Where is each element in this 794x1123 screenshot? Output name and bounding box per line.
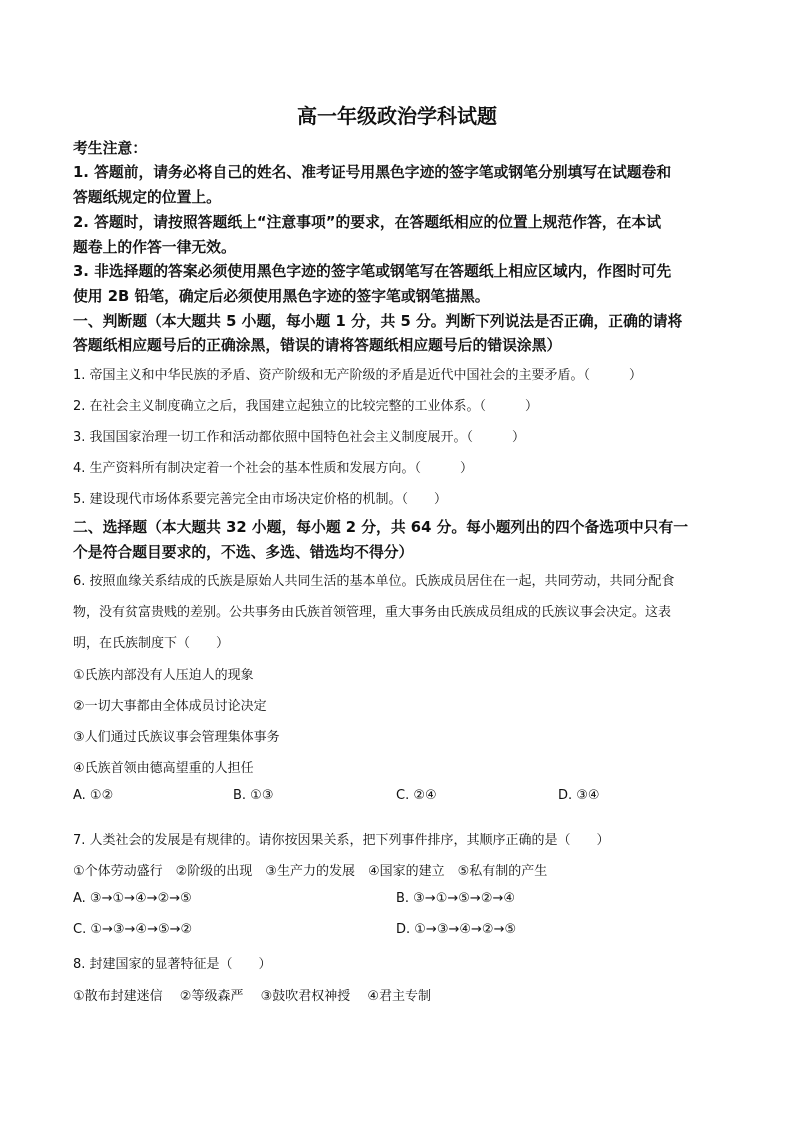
question-6-option-d: D. ③④ <box>558 788 600 803</box>
question-3: 3. 我国国家治理一切工作和活动都依照中国特色社会主义制度展开。（ ） <box>73 430 526 445</box>
question-4: 4. 生产资料所有制决定着一个社会的基本性质和发展方向。（ ） <box>73 461 474 476</box>
question-2: 2. 在社会主义制度确立之后，我国建立起独立的比较完整的工业体系。（ ） <box>73 399 539 414</box>
question-5: 5. 建设现代市场体系要完善完全由市场决定价格的机制。（ ） <box>73 492 448 507</box>
question-6-stem-line-2: 物，没有贫富贵贱的差别。公共事务由氏族首领管理，重大事务由氏族成员组成的氏族议事会决定。这表 <box>73 605 672 620</box>
question-6-option-a: A. ①② <box>73 788 114 803</box>
question-6-stem-line-3: 明，在氏族制度下（ ） <box>73 636 230 651</box>
question-6-statement-3: ③人们通过氏族议事会管理集体事务 <box>73 730 280 745</box>
page-title: 高一年级政治学科试题 <box>297 104 497 128</box>
question-7-option-d: D. ①→③→④→②→⑤ <box>396 922 517 937</box>
question-6-statement-1: ①氏族内部没有人压迫人的现象 <box>73 668 254 683</box>
notice-item-1-line-1: 1. 答题前，请务必将自己的姓名、准考证号用黑色字迹的签字笔或钢笔分别填写在试题卷和 <box>73 164 672 181</box>
notice-item-1-line-2: 答题纸规定的位置上。 <box>73 189 221 206</box>
question-6-statement-4: ④氏族首领由德高望重的人担任 <box>73 761 254 776</box>
question-6-statement-2: ②一切大事都由全体成员讨论决定 <box>73 699 267 714</box>
question-7-option-a: A. ③→①→④→②→⑤ <box>73 891 192 906</box>
notice-item-2-line-1: 2. 答题时，请按照答题纸上“注意事项”的要求，在答题纸相应的位置上规范作答，在本试 <box>73 214 662 231</box>
question-8-statements: ①散布封建迷信 ②等级森严 ③鼓吹君权神授 ④君主专制 <box>73 989 432 1004</box>
question-6-option-c: C. ②④ <box>396 788 437 803</box>
section1-heading-line-1: 一、判断题（本大题共 5 小题，每小题 1 分，共 5 分。判断下列说法是否正确，正确的请将 <box>73 313 683 330</box>
notice-item-3-line-1: 3. 非选择题的答案必须使用黑色字迹的签字笔或钢笔写在答题纸上相应区域内，作图时可先 <box>73 263 672 280</box>
question-8-stem: 8. 封建国家的显著特征是（ ） <box>73 957 272 972</box>
notice-item-3-line-2: 使用 2B 铅笔，确定后必须使用黑色字迹的签字笔或钢笔描黑。 <box>73 288 490 305</box>
question-7-option-c: C. ①→③→④→⑤→② <box>73 922 193 937</box>
question-1: 1. 帝国主义和中华民族的矛盾、资产阶级和无产阶级的矛盾是近代中国社会的主要矛盾。（ ） <box>73 368 643 383</box>
notice-heading: 考生注意： <box>73 140 147 157</box>
section2-heading-line-1: 二、选择题（本大题共 32 小题，每小题 2 分，共 64 分。每小题列出的四个备选项中只有一 <box>73 519 689 536</box>
section1-heading-line-2: 答题纸相应题号后的正确涂黑，错误的请将答题纸相应题号后的错误涂黑） <box>73 337 562 354</box>
question-7-statements: ①个体劳动盛行 ②阶级的出现 ③生产力的发展 ④国家的建立 ⑤私有制的产生 <box>73 864 548 879</box>
question-6-stem-line-1: 6. 按照血缘关系结成的氏族是原始人共同生活的基本单位。氏族成员居住在一起，共同劳动，共同分配食 <box>73 574 675 589</box>
section2-heading-line-2: 个是符合题目要求的，不选、多选、错选均不得分） <box>73 544 414 561</box>
question-6-option-b: B. ①③ <box>233 788 274 803</box>
notice-item-2-line-2: 题卷上的作答一律无效。 <box>73 239 236 256</box>
question-7-stem: 7. 人类社会的发展是有规律的。请你按因果关系，把下列事件排序，其顺序正确的是（ ） <box>73 833 610 848</box>
question-7-option-b: B. ③→①→⑤→②→④ <box>396 891 516 906</box>
